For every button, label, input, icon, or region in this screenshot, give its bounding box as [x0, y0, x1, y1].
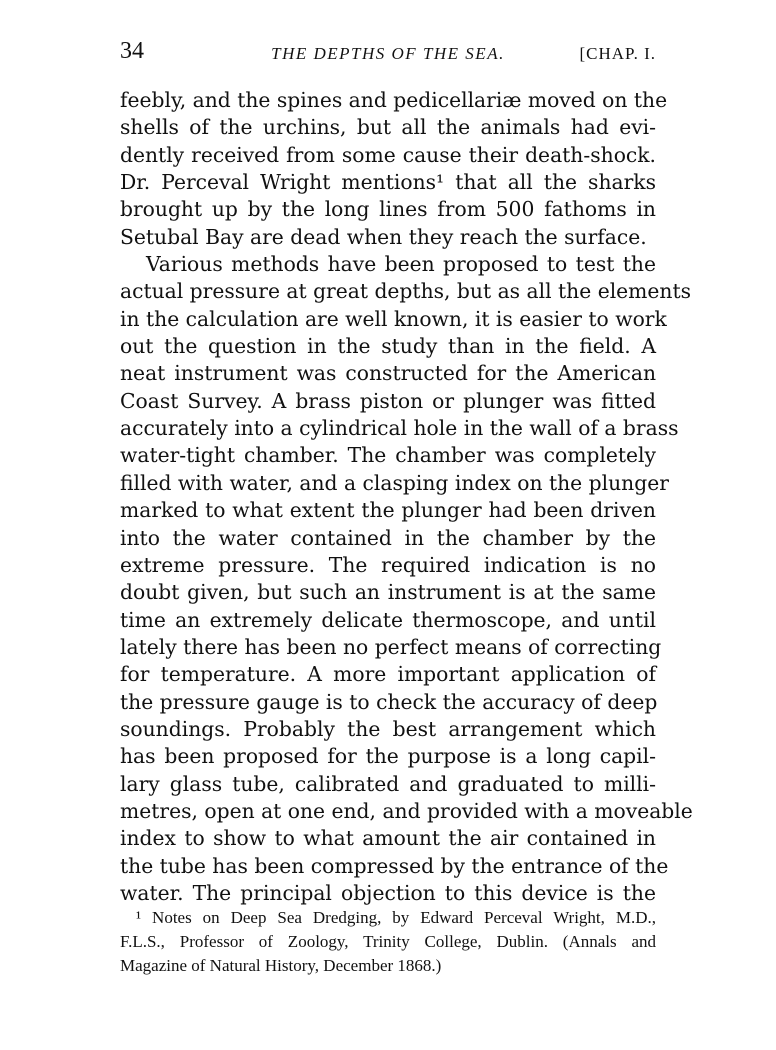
text-line: feebly, and the spines and pedicellariæ moved on the: [120, 88, 668, 112]
text-line: accurately into a cylindrical hole in the wall of a brass: [120, 416, 679, 441]
text-line: filled with water, and a clasping index on the plunger: [120, 470, 669, 495]
page-number: 34: [120, 38, 144, 64]
text-line: shells of the urchins, but all the animals had evi-: [120, 115, 656, 140]
text-line: soundings. Probably the best arrangement which: [120, 716, 656, 741]
footnotes: [120, 906, 656, 978]
text-line: doubt given, but such an instrument is at the same: [120, 580, 656, 605]
chapter-label: [CHAP. I.: [579, 44, 656, 63]
text-line: Coast Survey. A brass piston or plunger was fitted: [120, 388, 656, 413]
text-line: water-tight chamber. The chamber was completely: [120, 443, 656, 468]
text-line: out the question in the study than in the field. A: [120, 334, 656, 359]
text-line: for temperature. A more important application of: [120, 662, 656, 687]
text-line: actual pressure at great depths, but as all the elements: [120, 279, 692, 304]
text-line: water. The principal objection to this device is the: [120, 880, 656, 905]
text-line: metres, open at one end, and provided with a moveable: [120, 798, 693, 823]
text-line: lary glass tube, calibrated and graduated to milli-: [120, 771, 656, 796]
footnote-line: Magazine of Natural History, December 1868.): [120, 956, 442, 975]
text-line: index to show to what amount the air contained in: [120, 826, 656, 851]
text-line: neat instrument was constructed for the American: [120, 361, 656, 386]
text-line: lately there has been no perfect means of correcting: [120, 634, 662, 659]
text-line: the tube has been compressed by the entrance of the: [120, 853, 669, 878]
page-header: [120, 38, 656, 78]
running-title: THE DEPTHS OF THE SEA.: [271, 44, 505, 63]
text-line: marked to what extent the plunger had been driven: [120, 498, 656, 523]
text-line: into the water contained in the chamber by the: [120, 525, 656, 550]
text-line: extreme pressure. The required indication is no: [120, 552, 656, 577]
footnote-line: F.L.S., Professor of Zoology, Trinity College, Dublin. (Annals and: [120, 932, 656, 951]
body-text: [120, 87, 693, 907]
text-line: time an extremely delicate thermoscope, and until: [120, 607, 656, 632]
text-line: dently received from some cause their death-shock.: [120, 142, 656, 167]
text-line: Dr. Perceval Wright mentions¹ that all the sharks: [120, 170, 656, 195]
text-line: the pressure gauge is to check the accuracy of deep: [120, 689, 658, 714]
footnote-line: ¹ Notes on Deep Sea Dredging, by Edward Perceval Wright, M.D.,: [136, 908, 656, 927]
text-line: brought up by the long lines from 500 fathoms in: [120, 197, 656, 222]
text-line: in the calculation are well known, it is easier to work: [120, 306, 667, 331]
text-line: has been proposed for the purpose is a long capil-: [120, 744, 656, 769]
text-line: Various methods have been proposed to test the: [146, 252, 656, 277]
text-line: Setubal Bay are dead when they reach the surface.: [120, 224, 647, 249]
